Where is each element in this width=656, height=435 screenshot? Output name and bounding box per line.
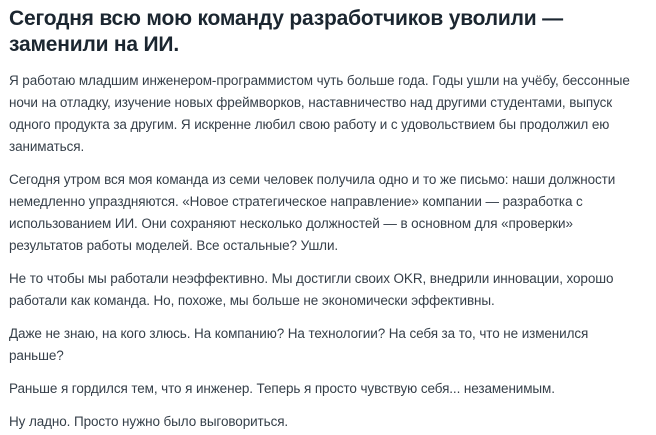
article-paragraph-2: Сегодня утром вся моя команда из семи человек получила одно и то же письмо: наши должности немедленно упраздняются. «Новое стратегическое направление» компании — разработка с использованием ИИ. Они сохраняют несколько должностей — в основном для «проверки» результатов работы моделей. Все остальные? Ушли. [9,172,616,253]
article-paragraph-6: Ну ладно. Просто нужно было выговориться. [9,414,289,429]
article-paragraph-4: Даже не знаю, на кого злюсь. На компанию? На технологии? На себя за то, что не изменился раньше? [9,326,589,363]
article-paragraph-5: Раньше я гордился тем, что я инженер. Теперь я просто чувствую себя... незаменимым. [9,381,555,396]
article-paragraph-3: Не то чтобы мы работали неэффективно. Мы достигли своих OKR, внедрили инновации, хорошо работали как команда. Но, похоже, мы больше не экономически эффективны. [9,271,614,308]
article-paragraph-1: Я работаю младшим инженером-программистом чуть больше года. Годы ушли на учёбу, бессонные ночи на отладку, изучение новых фреймворков, наставничество над другими студентами, выпуск одного продукта за другим. Я искренне любил свою работу и с удовольствием бы продолжил ею заниматься. [9,73,630,154]
article-title: Сегодня всю мою команду разработчиков уволили — заменили на ИИ. [9,7,563,56]
